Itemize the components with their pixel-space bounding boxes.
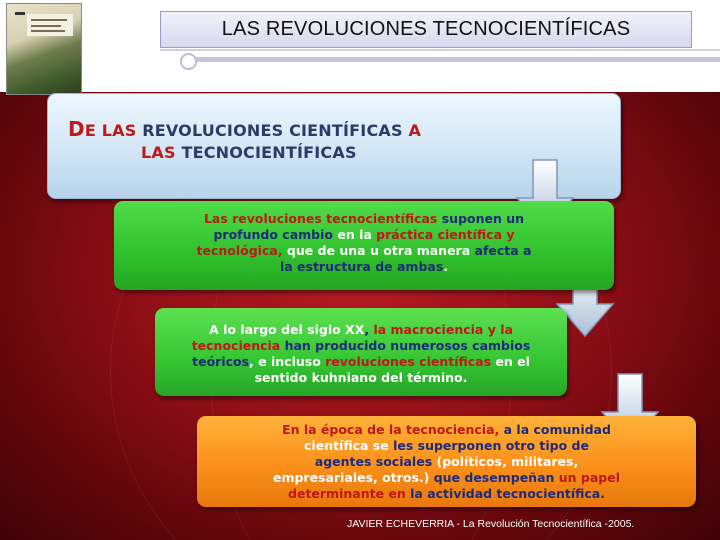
- text-segment: en el: [495, 354, 530, 369]
- text-segment: práctica científica y: [376, 227, 515, 242]
- text-segment: REVOLUCIONES CIENTÍFICAS: [142, 121, 409, 140]
- text-segment: (políticos, militares,: [436, 454, 579, 469]
- text-segment: agentes sociales: [314, 454, 437, 469]
- panel-text-line: [197, 438, 696, 454]
- panel-text-line: [155, 354, 567, 370]
- text-segment: determinante en: [288, 486, 411, 501]
- text-segment: LAS: [101, 121, 143, 140]
- text-segment: sentido kuhniano del término.: [254, 370, 468, 385]
- title-bullet-dot: [180, 53, 197, 70]
- panel-text-line: [197, 422, 696, 438]
- panel-text-line: [155, 370, 567, 386]
- slide-title: LAS REVOLUCIONES TECNOCIENTÍFICAS: [160, 11, 692, 48]
- panel-text-line: [197, 454, 696, 470]
- text-segment: teóricos: [192, 354, 250, 369]
- panel-text-line: [114, 243, 614, 259]
- text-segment: .: [443, 259, 449, 274]
- panel-text-line: [114, 211, 614, 227]
- text-segment: Las revoluciones tecnocientíficas: [203, 211, 442, 226]
- text-segment: en la: [337, 227, 377, 242]
- text-segment: que de una u otra manera: [286, 243, 475, 258]
- footer-citation: JAVIER ECHEVERRIA - La Revolución Tecnocientífica -2005.: [347, 518, 635, 530]
- text-segment: científica se: [304, 438, 394, 453]
- text-segment: , e incluso: [249, 354, 326, 369]
- heading-text: [68, 118, 421, 164]
- text-segment: tecnociencia: [191, 338, 285, 353]
- text-segment: suponen un: [441, 211, 525, 226]
- text-segment: A: [408, 121, 422, 140]
- text-segment: la estructura de ambas: [279, 259, 444, 274]
- panel-technoscience-era: [197, 416, 696, 507]
- text-segment: E: [84, 121, 102, 140]
- book-cover-image: [6, 3, 82, 95]
- heading-line-2: [68, 142, 421, 164]
- text-segment: que desempeñan: [433, 470, 559, 485]
- text-segment: LAS: [141, 143, 182, 162]
- book-author-line: [15, 12, 25, 15]
- text-segment: a la comunidad: [503, 422, 611, 437]
- panel-revolutions: [114, 201, 614, 290]
- text-segment: A lo largo del siglo XX: [209, 322, 365, 337]
- book-text-line: [31, 19, 67, 21]
- heading-line-1: [68, 118, 421, 142]
- panel-text-line: [155, 338, 567, 354]
- text-segment: empresariales, otros.): [272, 470, 434, 485]
- text-segment: les superponen otro tipo de: [393, 438, 589, 453]
- book-text-line: [31, 30, 65, 32]
- panel-text-line: [197, 486, 696, 502]
- text-segment: afecta a: [474, 243, 532, 258]
- panel-text-line: [155, 322, 567, 338]
- text-segment: profundo cambio: [213, 227, 338, 242]
- panel-text-line: [114, 227, 614, 243]
- book-text-line: [31, 25, 61, 27]
- text-segment: TECNOCIENTÍFICAS: [181, 143, 357, 162]
- title-rule: [160, 49, 720, 51]
- text-segment: un papel: [558, 470, 621, 485]
- panel-text-line: [114, 259, 614, 275]
- text-segment: ,: [364, 322, 374, 337]
- text-segment: En la época de la tecnociencia,: [282, 422, 504, 437]
- text-segment: la actividad tecnocientífica.: [410, 486, 605, 501]
- text-segment: revoluciones científicas: [325, 354, 496, 369]
- text-segment: D: [68, 117, 85, 141]
- text-segment: la macrociencia y la: [373, 322, 513, 337]
- text-segment: tecnológica,: [196, 243, 287, 258]
- title-rule-thick: [190, 57, 720, 62]
- text-segment: han producido numerosos cambios: [284, 338, 531, 353]
- panel-text-line: [197, 470, 696, 486]
- panel-twentieth-century: [155, 308, 567, 396]
